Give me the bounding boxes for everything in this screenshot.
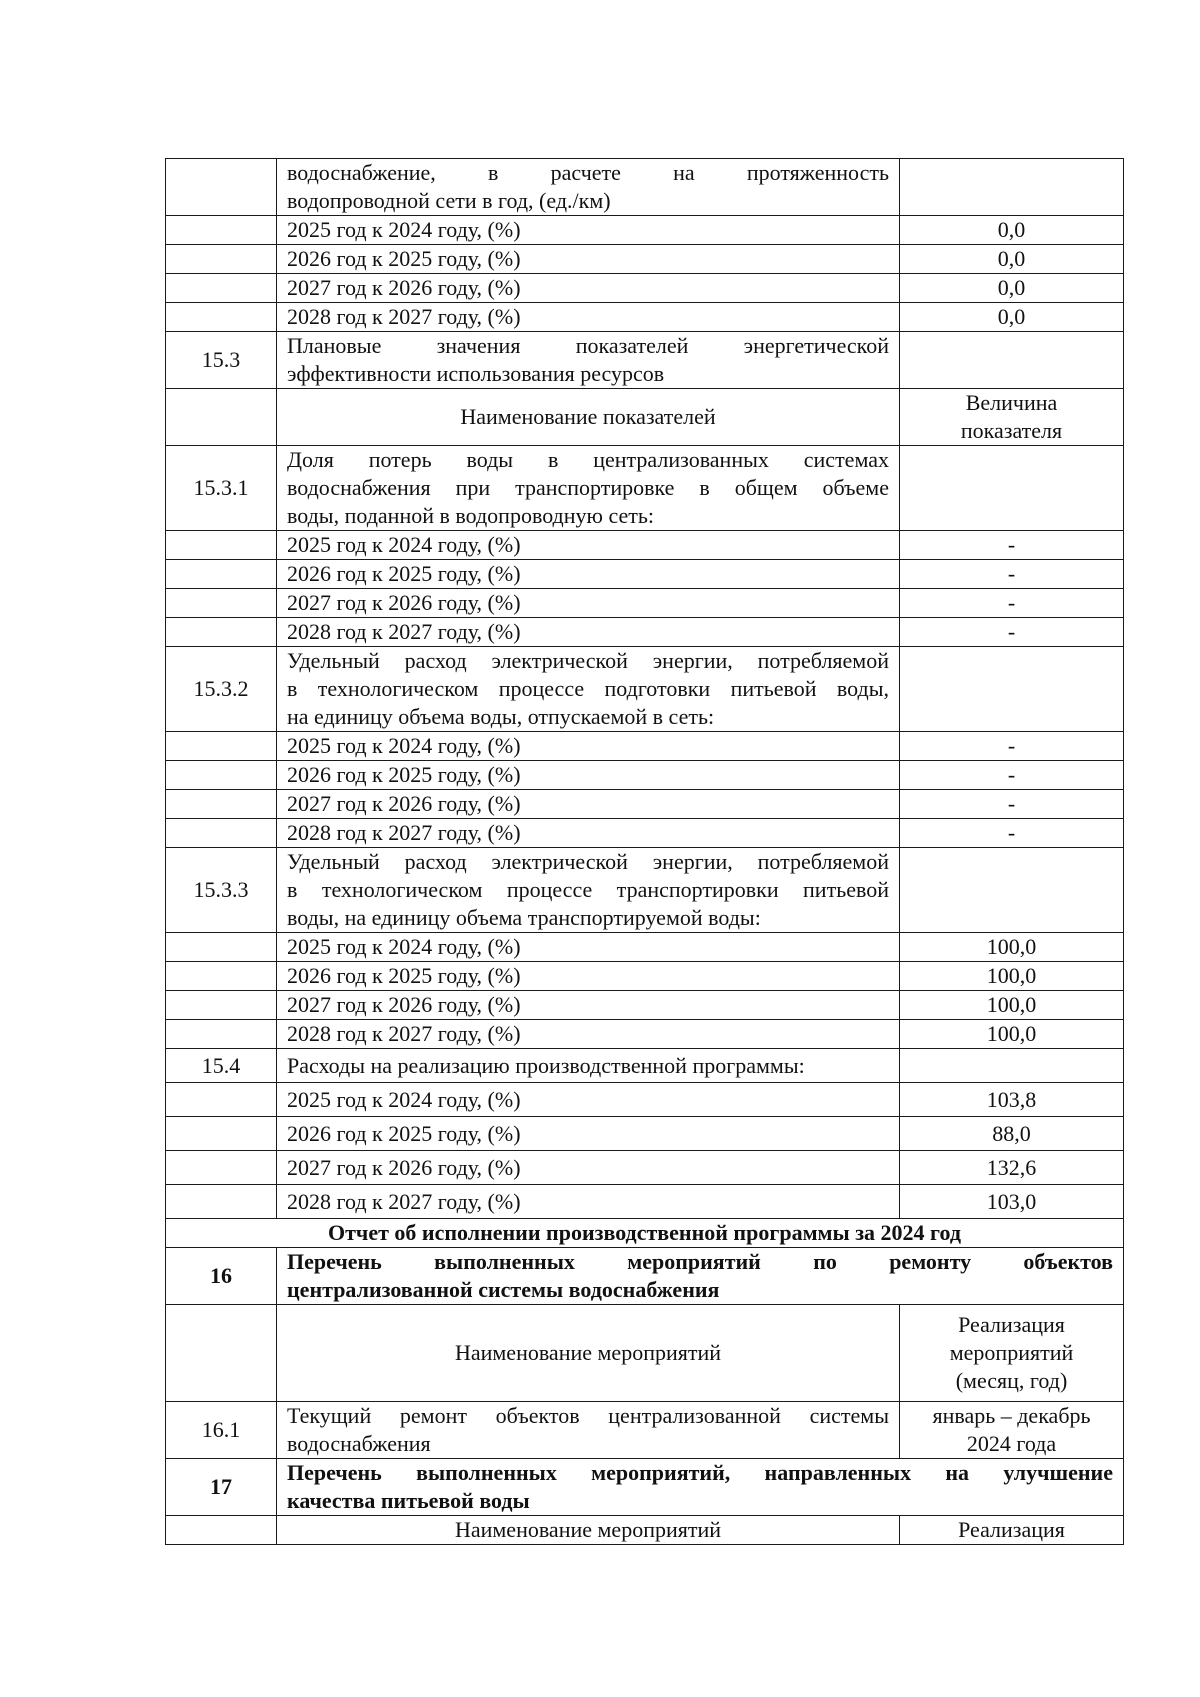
row-number: [166, 274, 277, 303]
row-value: -: [900, 560, 1124, 589]
row-name: 2028 год к 2027 году, (%): [277, 819, 900, 848]
row-name-line: водоснабжения при транспортировке в общем объеме: [287, 475, 889, 500]
row-number: 15.3.3: [166, 848, 277, 933]
row-name-line: водоснабжение, в расчете на протяженность: [287, 160, 889, 185]
row-number: [166, 589, 277, 618]
table-row: [166, 1020, 1124, 1049]
section-title-line: качества питьевой воды: [287, 1488, 530, 1513]
report-heading: Отчет об исполнении производственной программы за 2024 год: [166, 1219, 1124, 1248]
section-number: 16: [166, 1248, 277, 1305]
row-number: [166, 1151, 277, 1185]
header-line: (месяц, год): [955, 1368, 1068, 1393]
row-number: [166, 819, 277, 848]
row-number: [166, 991, 277, 1020]
row-name: 2025 год к 2024 году, (%): [277, 216, 900, 245]
row-name-line: воды, на единицу объема транспортируемой воды:: [287, 905, 761, 930]
row-name: 2028 год к 2027 году, (%): [277, 1020, 900, 1049]
table-row: [166, 732, 1124, 761]
table-row: [166, 1402, 1124, 1459]
table-row: [166, 216, 1124, 245]
row-name-line: в технологическом процессе подготовки питьевой воды,: [287, 676, 889, 701]
row-name: 2026 год к 2025 году, (%): [277, 560, 900, 589]
table-row: [166, 933, 1124, 962]
table-row: [166, 274, 1124, 303]
row-name: [277, 848, 900, 933]
row-name: [277, 647, 900, 732]
row-name: 2027 год к 2026 году, (%): [277, 1151, 900, 1185]
table-row: [166, 991, 1124, 1020]
header-line: мероприятий: [949, 1340, 1074, 1365]
row-number: [166, 618, 277, 647]
row-value: -: [900, 732, 1124, 761]
row-value: 100,0: [900, 962, 1124, 991]
row-name: 2028 год к 2027 году, (%): [277, 303, 900, 332]
row-value: [900, 647, 1124, 732]
row-name-line: водопроводной сети в год, (ед./км): [287, 188, 611, 213]
row-value: -: [900, 790, 1124, 819]
row-number: [166, 933, 277, 962]
row-name-line: Текущий ремонт объектов централизованной системы: [287, 1403, 889, 1428]
header-line: Реализация: [958, 1312, 1065, 1337]
table-row: [166, 647, 1124, 732]
column-header-value: Реализация: [900, 1516, 1124, 1545]
table-header-row: [166, 1305, 1124, 1402]
row-number: [166, 1083, 277, 1117]
column-header-value: [900, 389, 1124, 446]
row-value: [900, 1049, 1124, 1083]
row-number: [166, 790, 277, 819]
table-row: [166, 245, 1124, 274]
row-number: [166, 216, 277, 245]
row-name: 2026 год к 2025 году, (%): [277, 761, 900, 790]
table-row: [166, 332, 1124, 389]
row-name: 2025 год к 2024 году, (%): [277, 1083, 900, 1117]
table-row: [166, 531, 1124, 560]
header-line: Величина: [965, 390, 1058, 415]
row-name-line: водоснабжения: [287, 1431, 431, 1456]
row-value: 0,0: [900, 303, 1124, 332]
row-number: [166, 761, 277, 790]
row-value: 100,0: [900, 991, 1124, 1020]
row-number: [166, 732, 277, 761]
row-number: [166, 389, 277, 446]
row-name: 2027 год к 2026 году, (%): [277, 991, 900, 1020]
row-name: 2028 год к 2027 году, (%): [277, 1185, 900, 1219]
row-number: 15.3.2: [166, 647, 277, 732]
section-16-row: [166, 1248, 1124, 1305]
table-row: [166, 1185, 1124, 1219]
table-row: [166, 560, 1124, 589]
row-name-line: эффективности использования ресурсов: [287, 361, 665, 386]
row-name-line: Удельный расход электрической энергии, потребляемой: [287, 849, 889, 874]
row-name-line: Доля потерь воды в централизованных системах: [287, 447, 889, 472]
column-header-name: Наименование мероприятий: [277, 1516, 900, 1545]
section-number: 17: [166, 1459, 277, 1516]
row-value: 100,0: [900, 933, 1124, 962]
column-header-value: [900, 1305, 1124, 1402]
row-name-line: в технологическом процессе транспортировки питьевой: [287, 877, 889, 902]
row-number: [166, 303, 277, 332]
row-name-line: Удельный расход электрической энергии, потребляемой: [287, 648, 889, 673]
row-name: 2028 год к 2027 году, (%): [277, 618, 900, 647]
table-row: [166, 761, 1124, 790]
section-title-line: Перечень выполненных мероприятий по ремонту объектов: [287, 1249, 1113, 1274]
row-value: -: [900, 531, 1124, 560]
row-value: 103,0: [900, 1185, 1124, 1219]
row-number: [166, 159, 277, 216]
row-value: [900, 446, 1124, 531]
row-value: [900, 332, 1124, 389]
row-value: [900, 848, 1124, 933]
row-name: 2026 год к 2025 году, (%): [277, 1117, 900, 1151]
indicators-table: [165, 158, 1124, 1545]
row-number: [166, 245, 277, 274]
row-name: Расходы на реализацию производственной программы:: [277, 1049, 900, 1083]
row-number: 15.3: [166, 332, 277, 389]
value-line: 2024 года: [966, 1431, 1057, 1456]
table-row: [166, 1049, 1124, 1083]
row-name: 2026 год к 2025 году, (%): [277, 245, 900, 274]
row-value: 0,0: [900, 216, 1124, 245]
row-name: 2027 год к 2026 году, (%): [277, 274, 900, 303]
report-heading-row: [166, 1219, 1124, 1248]
row-value: 88,0: [900, 1117, 1124, 1151]
section-17-row: [166, 1459, 1124, 1516]
row-number: [166, 1516, 277, 1545]
column-header-name: Наименование показателей: [277, 389, 900, 446]
row-value: 103,8: [900, 1083, 1124, 1117]
column-header-name: Наименование мероприятий: [277, 1305, 900, 1402]
row-name: 2027 год к 2026 году, (%): [277, 589, 900, 618]
section-title-line: централизованной системы водоснабжения: [287, 1277, 720, 1302]
table-row: [166, 159, 1124, 216]
row-value: [900, 159, 1124, 216]
row-number: 15.4: [166, 1049, 277, 1083]
row-name: 2025 год к 2024 году, (%): [277, 732, 900, 761]
row-value: -: [900, 618, 1124, 647]
row-number: [166, 1117, 277, 1151]
row-name-line: на единицу объема воды, отпускаемой в сеть:: [287, 704, 715, 729]
table-row: [166, 446, 1124, 531]
table-row: [166, 1117, 1124, 1151]
row-name: [277, 1402, 900, 1459]
row-name: 2026 год к 2025 году, (%): [277, 962, 900, 991]
row-name: 2025 год к 2024 году, (%): [277, 933, 900, 962]
row-number: [166, 962, 277, 991]
row-value: 0,0: [900, 274, 1124, 303]
row-value: 100,0: [900, 1020, 1124, 1049]
row-number: 16.1: [166, 1402, 277, 1459]
table-row: [166, 303, 1124, 332]
row-name-line: воды, поданной в водопроводную сеть:: [287, 503, 655, 528]
section-title-line: Перечень выполненных мероприятий, направленных на улучшение: [287, 1460, 1113, 1485]
section-title: [277, 1459, 1124, 1516]
table-row: [166, 1083, 1124, 1117]
row-name: 2025 год к 2024 году, (%): [277, 531, 900, 560]
table-row: [166, 819, 1124, 848]
row-number: [166, 560, 277, 589]
row-number: 15.3.1: [166, 446, 277, 531]
row-value: -: [900, 589, 1124, 618]
row-value: 0,0: [900, 245, 1124, 274]
table-row: [166, 1151, 1124, 1185]
table-row: [166, 962, 1124, 991]
row-number: [166, 531, 277, 560]
table-row: [166, 848, 1124, 933]
row-value: -: [900, 819, 1124, 848]
table-row: [166, 589, 1124, 618]
row-number: [166, 1305, 277, 1402]
row-value: 132,6: [900, 1151, 1124, 1185]
table-row: [166, 790, 1124, 819]
row-number: [166, 1020, 277, 1049]
row-value: [900, 1402, 1124, 1459]
row-number: [166, 1185, 277, 1219]
value-line: январь – декабрь: [932, 1403, 1091, 1428]
row-name: [277, 159, 900, 216]
section-title: [277, 1248, 1124, 1305]
table-header-row: [166, 1516, 1124, 1545]
row-name: 2027 год к 2026 году, (%): [277, 790, 900, 819]
table-row: [166, 618, 1124, 647]
header-line: показателя: [960, 418, 1063, 443]
table-header-row: [166, 389, 1124, 446]
row-name-line: Плановые значения показателей энергетической: [287, 333, 889, 358]
row-name: [277, 332, 900, 389]
row-value: -: [900, 761, 1124, 790]
row-name: [277, 446, 900, 531]
